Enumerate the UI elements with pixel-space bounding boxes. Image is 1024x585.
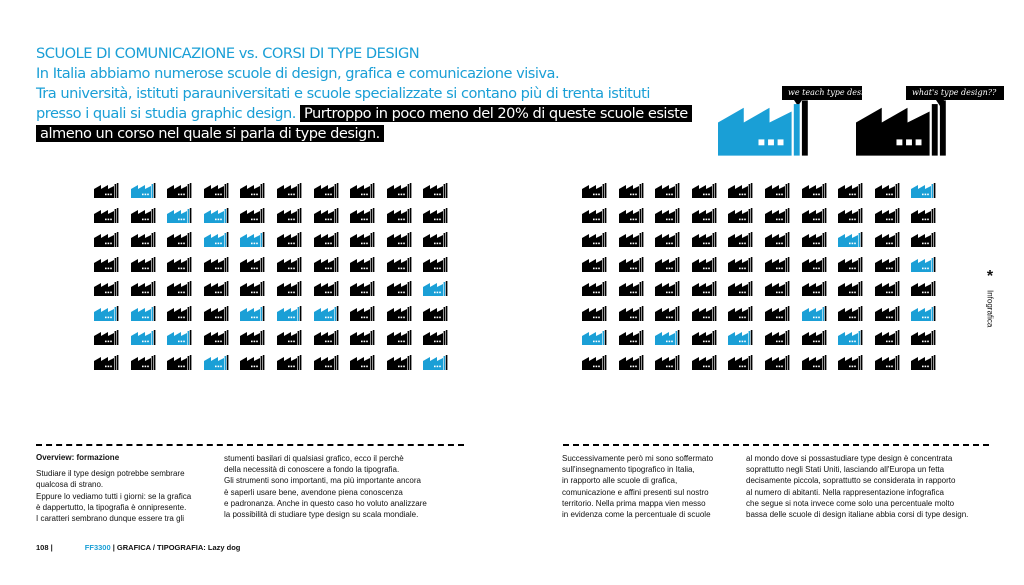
- factory-icon-black: [765, 208, 790, 223]
- asterisk-icon: *: [986, 268, 994, 285]
- factory-icon-black: [423, 208, 448, 223]
- factory-icon-blue: [423, 355, 448, 370]
- factory-icon-blue: [314, 306, 339, 321]
- factory-icon-black: [838, 183, 863, 198]
- factory-icon-black: [619, 257, 644, 272]
- factory-icon-black: [350, 330, 375, 345]
- paragraph-line: territorio. Nella prima mappa vien messo: [562, 498, 706, 508]
- factory-icon-blue: [838, 330, 863, 345]
- side-label: [983, 270, 997, 327]
- factory-icon-black: [802, 355, 827, 370]
- factory-icon-black: [911, 232, 936, 247]
- factory-icon-black: [875, 330, 900, 345]
- factory-icon-blue: [911, 183, 936, 198]
- factory-icon-black: [875, 281, 900, 296]
- legend-teach-bubble: we teach type design: [782, 86, 862, 100]
- highlight-line-4: almeno un corso nel quale si parla di type design.: [36, 125, 384, 142]
- factory-icon-blue: [204, 355, 229, 370]
- factory-icon-black: [131, 232, 156, 247]
- factory-icon-black: [94, 281, 119, 296]
- factory-icon-black: [240, 208, 265, 223]
- paragraph-line: è dappertutto, la tipografia è onnipresente.: [36, 502, 187, 512]
- factory-icon-black: [728, 355, 753, 370]
- paragraph-line: e padronanza. Anche in questo caso ho voluto analizzare: [224, 498, 427, 508]
- factory-icon-black: [838, 257, 863, 272]
- factory-icon-black: [838, 281, 863, 296]
- factory-icon-black: [619, 306, 644, 321]
- factory-icon-blue: [802, 306, 827, 321]
- intro-line-2: Tra università, istituti parauniversitati e scuole specializzate si contano più di trenta istituti: [36, 85, 650, 102]
- factory-icon-blue: [204, 208, 229, 223]
- factory-icon-black: [387, 232, 412, 247]
- paragraph-line: Gli strumenti sono importanti, ma più importante ancora: [224, 476, 421, 486]
- factory-icon-black: [802, 183, 827, 198]
- factory-icon-blue: [131, 330, 156, 345]
- factory-icon-black: [802, 208, 827, 223]
- factory-icon-black: [655, 232, 680, 247]
- factory-icon-blue: [94, 306, 119, 321]
- factory-icon-black: [692, 232, 717, 247]
- factory-icon-black: [728, 257, 753, 272]
- factory-icon-black: [387, 330, 412, 345]
- factory-icon-black: [619, 330, 644, 345]
- factory-icon-black: [423, 306, 448, 321]
- factory-icon-black: [131, 208, 156, 223]
- factory-icon-blue: [423, 281, 448, 296]
- factory-icon-black: [240, 330, 265, 345]
- factory-icon-black: [619, 281, 644, 296]
- paragraph-line: I caratteri sembrano dunque essere tra gli: [36, 514, 185, 524]
- factory-icon-black: [94, 355, 119, 370]
- factory-icon-black: [911, 355, 936, 370]
- paragraph-line: qualcosa di strano.: [36, 480, 104, 490]
- factory-icon-blue: [911, 306, 936, 321]
- paragraph-line: la possibilità di studiare type design su scala mondiale.: [224, 510, 419, 520]
- factory-icon-black: [875, 355, 900, 370]
- section-label: | GRAFICA / TIPOGRAFIA: Lazy dog: [110, 543, 241, 552]
- factory-icon-blue: [131, 306, 156, 321]
- overview-heading: Overview: formazione: [36, 453, 120, 462]
- paragraph-line: al mondo dove si possastudiare type design è concentrata: [746, 454, 953, 463]
- factory-icon-black: [423, 183, 448, 198]
- page-footer: [36, 543, 240, 552]
- factory-icon-black: [131, 281, 156, 296]
- factory-icon-blue: [655, 330, 680, 345]
- factory-icon-blue-large: [718, 100, 810, 156]
- text-column-3: [562, 453, 742, 520]
- factory-icon-black: [204, 330, 229, 345]
- paragraph-line: Studiare il type design potrebbe sembrare: [36, 469, 185, 479]
- factory-icon-black: [204, 281, 229, 296]
- highlight-line-3: Purtroppo in poco meno del 20% di queste scuole esiste: [300, 105, 692, 122]
- factory-icon-black: [655, 281, 680, 296]
- factory-icon-black: [131, 355, 156, 370]
- factory-icon-black: [387, 281, 412, 296]
- factory-icon-black: [423, 330, 448, 345]
- factory-icon-black: [167, 257, 192, 272]
- factory-icon-blue: [167, 208, 192, 223]
- paragraph-line: stumenti basilari di qualsiasi grafico, ecco il perchè: [224, 454, 404, 463]
- factory-icon-black: [765, 355, 790, 370]
- factory-icon-black: [277, 257, 302, 272]
- factory-icon-blue: [838, 232, 863, 247]
- factory-icon-black: [692, 208, 717, 223]
- factory-icon-black: [582, 306, 607, 321]
- factory-icon-black: [802, 257, 827, 272]
- factory-icon-blue: [204, 232, 229, 247]
- factory-icon-black: [350, 281, 375, 296]
- factory-icon-black: [204, 257, 229, 272]
- factory-icon-black: [387, 355, 412, 370]
- factory-icon-black: [655, 257, 680, 272]
- factory-icon-black: [619, 208, 644, 223]
- factory-icon-black: [423, 257, 448, 272]
- factory-icon-black: [240, 183, 265, 198]
- factory-icon-black: [838, 306, 863, 321]
- factory-icon-black: [875, 306, 900, 321]
- paragraph-line: è saperli usare bene, avendone piena conoscenza: [224, 487, 403, 497]
- factory-icon-blue: [911, 257, 936, 272]
- factory-icon-black: [692, 257, 717, 272]
- factory-icon-black: [131, 257, 156, 272]
- intro-line-3: presso i quali si studia graphic design.: [36, 105, 296, 122]
- factory-icon-black: [765, 306, 790, 321]
- factory-icon-black: [167, 306, 192, 321]
- factory-icon-black: [728, 208, 753, 223]
- side-label-text: Infografica: [985, 290, 995, 328]
- factory-icon-black: [582, 232, 607, 247]
- dashed-divider-right: [563, 444, 989, 446]
- factory-icon-blue: [240, 306, 265, 321]
- paragraph-line: bassa delle scuole di design italiane abbia corsi di type design.: [746, 510, 969, 520]
- factory-icon-black: [619, 355, 644, 370]
- infographic-grid-right: [582, 183, 936, 370]
- factory-icon-black: [619, 183, 644, 198]
- factory-icon-black: [94, 232, 119, 247]
- paragraph-line: in evidenza come la percentuale di scuole: [562, 510, 711, 520]
- factory-icon-black: [838, 208, 863, 223]
- factory-icon-black: [728, 281, 753, 296]
- paragraph-line: sull'insegnamento tipografico in Italia,: [562, 465, 695, 475]
- header-block: [36, 44, 696, 144]
- paragraph-line: soprattutto negli Stati Uniti, lasciando all'Europa un fetta: [746, 465, 945, 475]
- factory-icon-black: [94, 208, 119, 223]
- factory-icon-black: [167, 183, 192, 198]
- factory-icon-black: [728, 306, 753, 321]
- factory-icon-black: [350, 355, 375, 370]
- dashed-divider-left: [36, 444, 464, 446]
- factory-icon-blue: [728, 330, 753, 345]
- factory-icon-black: [875, 208, 900, 223]
- factory-icon-black: [655, 208, 680, 223]
- page-title: SCUOLE DI COMUNICAZIONE vs. CORSI DI TYPE DESIGN: [36, 45, 420, 62]
- factory-icon-black: [277, 183, 302, 198]
- factory-icon-black: [167, 232, 192, 247]
- factory-icon-black: [240, 257, 265, 272]
- paragraph-line: Successivamente però mi sono soffermato: [562, 454, 714, 463]
- factory-icon-black: [728, 232, 753, 247]
- paragraph-line: al numero di abitanti. Nella rappresentazione infografica: [746, 487, 944, 497]
- factory-icon-black: [911, 281, 936, 296]
- factory-icon-black: [765, 257, 790, 272]
- factory-icon-black: [765, 232, 790, 247]
- factory-icon-black: [765, 330, 790, 345]
- factory-icon-black-large: [856, 100, 948, 156]
- factory-icon-black: [692, 306, 717, 321]
- factory-icon-black: [204, 183, 229, 198]
- factory-icon-blue: [131, 183, 156, 198]
- factory-icon-black: [94, 257, 119, 272]
- factory-icon-black: [204, 306, 229, 321]
- legend-ask-bubble: what's type design??: [906, 86, 1004, 100]
- factory-icon-black: [765, 183, 790, 198]
- paragraph-line: Eppure lo vediamo tutti i giorni: se la grafica: [36, 491, 192, 501]
- factory-icon-black: [692, 355, 717, 370]
- factory-icon-black: [802, 232, 827, 247]
- text-column-4: [746, 453, 996, 520]
- factory-icon-black: [619, 232, 644, 247]
- factory-icon-black: [314, 355, 339, 370]
- factory-icon-black: [277, 232, 302, 247]
- factory-icon-black: [350, 208, 375, 223]
- factory-icon-black: [277, 330, 302, 345]
- factory-icon-black: [387, 257, 412, 272]
- factory-icon-black: [350, 183, 375, 198]
- factory-icon-black: [314, 208, 339, 223]
- paragraph-line: comunicazione e affini presenti sul nostro: [562, 487, 709, 497]
- factory-icon-black: [277, 355, 302, 370]
- factory-icon-blue: [277, 306, 302, 321]
- factory-icon-blue: [240, 232, 265, 247]
- factory-icon-black: [277, 281, 302, 296]
- factory-icon-black: [911, 208, 936, 223]
- paragraph-line: della necessità di conoscere a fondo la tipografia.: [224, 465, 400, 475]
- factory-icon-blue: [582, 330, 607, 345]
- factory-icon-black: [728, 183, 753, 198]
- factory-icon-black: [314, 330, 339, 345]
- paragraph-line: in rapporto alle scuole di grafica,: [562, 476, 678, 486]
- factory-icon-black: [350, 306, 375, 321]
- factory-icon-black: [167, 355, 192, 370]
- factory-icon-black: [582, 257, 607, 272]
- factory-icon-black: [423, 232, 448, 247]
- infographic-grid-left: [94, 183, 448, 370]
- factory-icon-black: [655, 183, 680, 198]
- factory-icon-black: [582, 355, 607, 370]
- factory-icon-black: [350, 257, 375, 272]
- factory-icon-black: [277, 208, 302, 223]
- text-column-2: [224, 453, 439, 520]
- intro-line-1: In Italia abbiamo numerose scuole di design, grafica e comunicazione visiva.: [36, 65, 560, 82]
- factory-icon-black: [240, 355, 265, 370]
- factory-icon-blue: [167, 330, 192, 345]
- factory-icon-black: [875, 232, 900, 247]
- factory-icon-black: [692, 330, 717, 345]
- factory-icon-black: [802, 330, 827, 345]
- factory-icon-black: [314, 232, 339, 247]
- text-column-1: [36, 452, 226, 524]
- factory-icon-black: [387, 306, 412, 321]
- paragraph-line: decisamente piccola, soprattutto se considerata in rapporto: [746, 476, 956, 486]
- factory-icon-black: [692, 183, 717, 198]
- page-number: 108 |: [36, 543, 53, 552]
- factory-icon-black: [167, 281, 192, 296]
- factory-icon-black: [387, 208, 412, 223]
- factory-icon-black: [314, 281, 339, 296]
- factory-icon-black: [802, 281, 827, 296]
- factory-icon-black: [911, 330, 936, 345]
- factory-icon-black: [582, 281, 607, 296]
- factory-icon-black: [765, 281, 790, 296]
- factory-icon-black: [582, 183, 607, 198]
- factory-icon-black: [655, 306, 680, 321]
- factory-icon-black: [838, 355, 863, 370]
- factory-icon-black: [692, 281, 717, 296]
- factory-icon-black: [314, 183, 339, 198]
- factory-icon-black: [875, 257, 900, 272]
- factory-icon-black: [582, 208, 607, 223]
- factory-icon-black: [350, 232, 375, 247]
- brand-label: FF3300: [84, 543, 111, 552]
- factory-icon-black: [240, 281, 265, 296]
- factory-icon-black: [94, 183, 119, 198]
- paragraph-line: che segue si nota invece come solo una percentuale molto: [746, 498, 955, 508]
- factory-icon-black: [387, 183, 412, 198]
- factory-icon-black: [314, 257, 339, 272]
- factory-icon-black: [94, 330, 119, 345]
- factory-icon-black: [655, 355, 680, 370]
- factory-icon-black: [875, 183, 900, 198]
